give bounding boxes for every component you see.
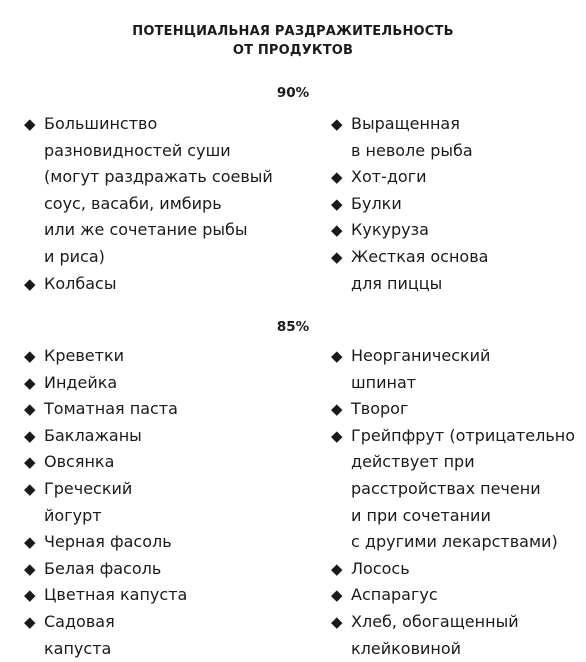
diamond-bullet-icon: ◆ <box>24 115 36 133</box>
list-item <box>331 423 575 556</box>
diamond-bullet-icon: ◆ <box>24 559 36 578</box>
list-item <box>331 556 575 583</box>
list-item-text-line: разновидностей суши <box>44 140 231 160</box>
page-title <box>0 22 586 60</box>
list-item-text-line: Хлеб, обогащенный <box>351 611 519 631</box>
list-item <box>24 582 187 609</box>
list-item-text-line: Садовая <box>44 611 115 631</box>
list-item <box>24 396 187 423</box>
section-90-percent-label: 90% <box>276 85 310 101</box>
list-item-text-line: расстройствах печени <box>351 478 541 498</box>
list-item-text-line: Белая фасоль <box>44 558 162 578</box>
list-item <box>331 609 575 662</box>
list-item-text-line: действует при <box>351 452 475 472</box>
diamond-bullet-icon: ◆ <box>331 115 343 133</box>
list-item <box>24 609 187 662</box>
list-item <box>331 244 488 297</box>
diamond-bullet-icon: ◆ <box>331 247 343 266</box>
list-item <box>331 191 488 218</box>
list-item-text-line: Лосось <box>351 558 410 578</box>
list-item <box>331 164 488 191</box>
list-item <box>331 396 575 423</box>
list-item-text-line: Большинство <box>44 114 158 133</box>
list-item-text-line: соус, васаби, имбирь <box>44 193 222 213</box>
diamond-bullet-icon: ◆ <box>331 168 343 187</box>
diamond-bullet-icon: ◆ <box>24 373 36 392</box>
diamond-bullet-icon: ◆ <box>24 612 36 631</box>
diamond-bullet-icon: ◆ <box>24 586 36 605</box>
title-line-1: ПОТЕНЦИАЛЬНАЯ РАЗДРАЖИТЕЛЬНОСТЬ <box>132 24 454 39</box>
list-item-text-line: Цветная капуста <box>44 585 188 605</box>
list-item-text-line: Греческий <box>44 478 133 498</box>
list-item-text-line: в неволе рыба <box>351 140 473 160</box>
section-85-percent-label: 85% <box>276 319 310 335</box>
list-item-text-line: для пиццы <box>351 273 443 293</box>
list-item-text-line: Творог <box>351 399 409 419</box>
diamond-bullet-icon: ◆ <box>24 347 36 365</box>
list-item <box>24 343 187 370</box>
list-item-text-line: Индейка <box>44 372 118 392</box>
list-item-text-line: или же сочетание рыбы <box>44 220 248 240</box>
diamond-bullet-icon: ◆ <box>331 400 343 419</box>
diamond-bullet-icon: ◆ <box>331 221 343 240</box>
list-item <box>24 556 187 583</box>
section-85-left-list <box>24 343 187 662</box>
list-item-text-line: Овсянка <box>44 452 115 472</box>
list-item-text-line: Жесткая основа <box>351 246 489 266</box>
list-item-text-line: Булки <box>351 193 402 213</box>
diamond-bullet-icon: ◆ <box>331 586 343 605</box>
list-item-text-line: капуста <box>44 638 112 658</box>
list-item-text-line: Черная фасоль <box>44 532 172 552</box>
list-item-text-line: Баклажаны <box>44 425 142 445</box>
section-90-left-list <box>24 111 273 297</box>
list-item <box>24 271 273 298</box>
diamond-bullet-icon: ◆ <box>331 347 343 365</box>
list-item-text-line: Томатная паста <box>44 399 178 419</box>
list-item-text-line: Неорганический <box>351 346 491 365</box>
list-item <box>331 343 575 396</box>
diamond-bullet-icon: ◆ <box>331 559 343 578</box>
section-90-right-list <box>331 111 488 297</box>
list-item-text-line: клейковиной <box>351 638 462 658</box>
list-item <box>24 423 187 450</box>
diamond-bullet-icon: ◆ <box>24 453 36 472</box>
diamond-bullet-icon: ◆ <box>24 426 36 445</box>
title-line-2: ОТ ПРОДУКТОВ <box>232 43 354 58</box>
list-item <box>24 370 187 397</box>
list-item-text-line: (могут раздражать соевый <box>44 167 273 187</box>
list-item-text-line: Аспарагус <box>351 585 438 605</box>
list-item <box>24 449 187 476</box>
list-item-text-line: и риса) <box>44 246 105 266</box>
diamond-bullet-icon: ◆ <box>331 612 343 631</box>
list-item <box>331 217 488 244</box>
list-item <box>24 529 187 556</box>
list-item-text-line: Креветки <box>44 346 125 365</box>
diamond-bullet-icon: ◆ <box>24 274 36 293</box>
list-item-text-line: Выращенная <box>351 114 460 133</box>
list-item-text-line: шпинат <box>351 372 417 392</box>
list-item <box>331 111 488 164</box>
list-item <box>24 111 273 271</box>
diamond-bullet-icon: ◆ <box>24 400 36 419</box>
diamond-bullet-icon: ◆ <box>331 426 343 445</box>
diamond-bullet-icon: ◆ <box>24 479 36 498</box>
list-item-text-line: и при сочетании <box>351 505 491 525</box>
list-item-text-line: Колбасы <box>44 273 117 293</box>
diamond-bullet-icon: ◆ <box>24 533 36 552</box>
list-item-text-line: Грейпфрут (отрицательно <box>351 425 575 445</box>
list-item <box>331 582 575 609</box>
section-85-right-list <box>331 343 575 662</box>
list-item-text-line: с другими лекарствами) <box>351 532 558 552</box>
list-item-text-line: Кукуруза <box>351 220 429 240</box>
list-item-text-line: йогурт <box>44 505 102 525</box>
diamond-bullet-icon: ◆ <box>331 194 343 213</box>
list-item <box>24 476 187 529</box>
list-item-text-line: Хот-доги <box>351 167 427 187</box>
